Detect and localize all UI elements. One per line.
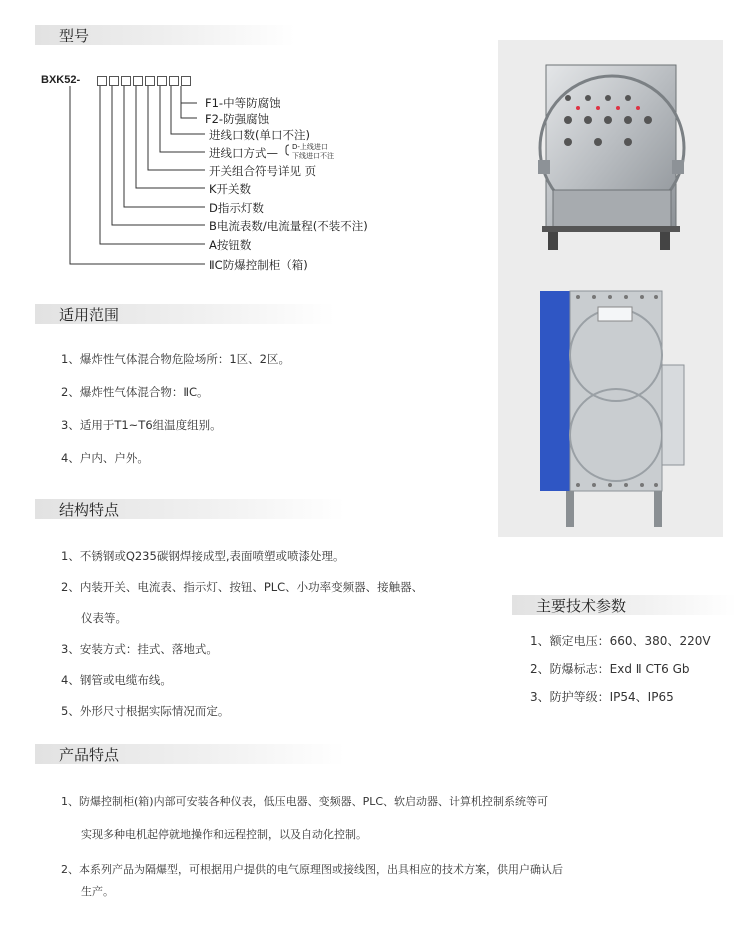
scope-item: 3、适用于T1~T6组温度组别。 <box>61 418 222 432</box>
label-switch-combo: 开关组合符号详见 页 <box>209 164 317 178</box>
leader-line <box>112 86 205 225</box>
section-header-structure <box>35 498 119 520</box>
tech-item: 2、防爆标志：Exd Ⅱ CT6 Gb <box>530 662 690 676</box>
structure-item: 4、钢管或电缆布线。 <box>61 673 172 687</box>
label-f1: F1-中等防腐蚀 <box>205 96 281 110</box>
section-title: 结构特点 <box>59 500 120 519</box>
label-button-count: A按钮数 <box>209 238 252 252</box>
label-cabinet-type: ⅡC防爆控制柜（箱) <box>209 258 308 272</box>
label-inlet-method: 进线口方式— <box>209 146 278 160</box>
label-indicator-count: D指示灯数 <box>209 201 264 215</box>
structure-item: 3、安装方式：挂式、落地式。 <box>61 642 218 656</box>
section-header-product <box>35 743 119 765</box>
label-f2: F2-防强腐蚀 <box>205 112 270 126</box>
inlet-option-bottom: 下线进口不注 <box>292 152 334 160</box>
product-item-cont: 生产。 <box>81 885 114 898</box>
product-item: 1、防爆控制柜(箱)内部可安装各种仪表，低压电器、变频器、PLC、软启动器、计算机控制系统等可 <box>61 795 549 808</box>
model-prefix: BXK52- <box>41 74 81 86</box>
leader-line <box>148 86 205 170</box>
tech-item: 1、额定电压：660、380、220V <box>530 634 711 648</box>
section-title: 产品特点 <box>59 745 120 764</box>
structure-item: 5、外形尺寸根据实际情况而定。 <box>61 704 230 718</box>
product-photo-floor-cabinet <box>498 285 723 545</box>
structure-item: 1、不锈钢或Q235碳钢焊接成型,表面喷塑或喷漆处理。 <box>61 549 345 563</box>
scope-item: 1、爆炸性气体混合物危险场所：1区、2区。 <box>61 352 290 366</box>
section-title: 主要技术参数 <box>536 596 627 615</box>
inlet-option-top: D-上线进口 <box>292 143 328 151</box>
structure-item-cont: 仪表等。 <box>81 611 127 625</box>
leader-line <box>100 86 205 244</box>
section-title: 适用范围 <box>59 305 120 324</box>
label-inlet-count: 进线口数(单口不注) <box>209 128 310 142</box>
label-switch-count: K开关数 <box>209 182 252 196</box>
scope-item: 2、爆炸性气体混合物：ⅡC。 <box>61 385 209 399</box>
structure-item: 2、内装开关、电流表、指示灯、按钮、PLC、小功率变频器、接触器、 <box>61 580 424 594</box>
section-header-tech <box>512 594 626 616</box>
section-header-scope <box>35 303 119 325</box>
leader-line <box>160 86 205 152</box>
leader-line <box>70 86 205 264</box>
leader-line <box>171 86 205 134</box>
product-photo-wall-box <box>498 40 723 255</box>
product-item: 2、本系列产品为隔爆型，可根据用户提供的电气原理图或接线图，出具相应的技术方案，供用户确认后 <box>61 863 563 876</box>
leader-line <box>181 103 197 118</box>
scope-item: 4、户内、户外。 <box>61 451 149 465</box>
leader-line <box>181 86 197 103</box>
tech-item: 3、防护等级：IP54、IP65 <box>530 690 674 704</box>
option-bracket <box>286 145 289 155</box>
label-ammeter: B电流表数/电流量程(不装不注) <box>209 219 368 233</box>
product-photo-panel <box>498 40 723 537</box>
product-item-cont: 实现多种电机起停就地操作和远程控制，以及自动化控制。 <box>81 828 367 841</box>
section-title: 型号 <box>59 26 90 45</box>
